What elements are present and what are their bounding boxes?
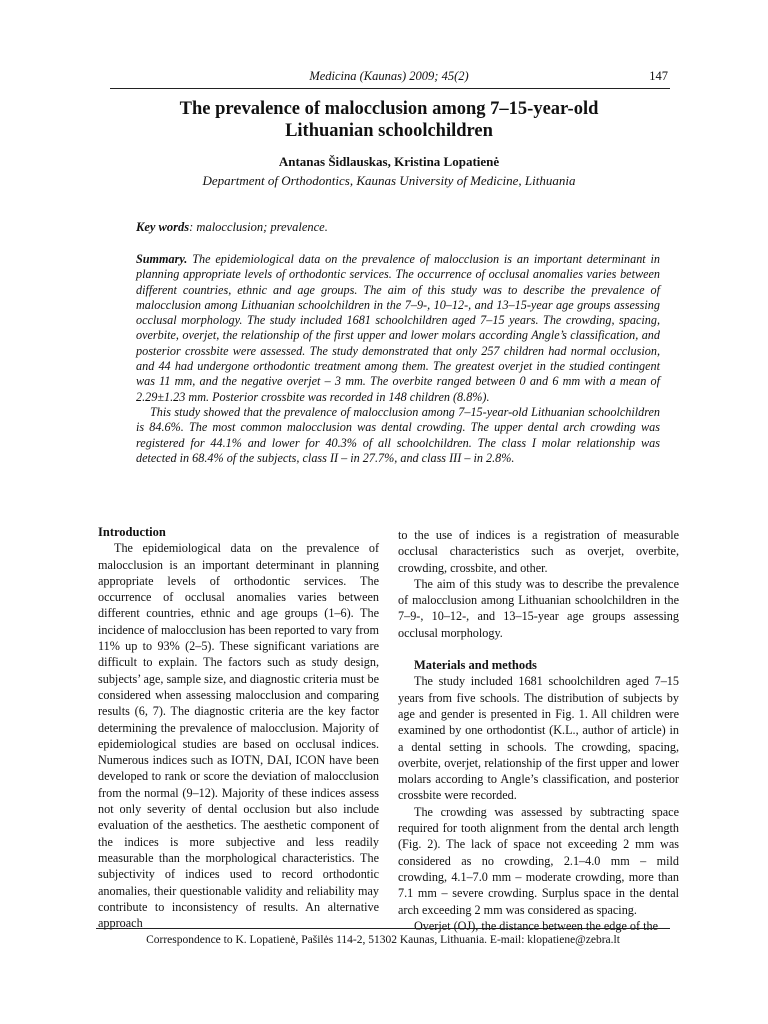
running-header xyxy=(110,69,668,87)
introduction-paragraph: The epidemiological data on the prevalence of malocclusion is an important determinant in planning appropriate levels of orthodontic services. The occurrence of occlusal anomalies varies between different countries, ethnic and age groups (1–6). The incidence of malocclusion has been reported to vary from 11% up to 93% (2–5). These significant variations are difficult to explain. The factors such as study design, subjects’ age, sample size, and diagnostic criteria must be considered when assessing malocclusion and comparing results (6, 7). The diagnostic criteria are the key factor determining the prevalence of malocclusion. Majority of epidemiological studies are based on occlusal indices. Numerous indices such as IOTN, DAI, ICON have been developed to rank or score the deviation of malocclusion from the normal (9–12). Majority of these indices assess not only severity of dental occlusion but also include evaluation of the aesthetics. The aesthetic component of the indices is more subjective and less readily measurable than the morphological characteristics. The subjectivity of indices used to record orthodontic anomalies, their questionable validity and reliability may contribute to inconsistency of results. An alternative approach xyxy=(98,541,379,931)
keywords-label: Key words xyxy=(136,220,190,234)
article-title xyxy=(110,98,668,142)
authors: Antanas Šidlauskas, Kristina Lopatienė xyxy=(278,154,500,169)
methods-paragraph-2: The crowding was assessed by subtracting space required for tooth alignment from the dental arch length (Fig. 2). The lack of space not exceeding 2 mm was considered as no crowding, 2.1–4.0 mm – mild crowding, 4.1–7.0 mm – moderate crowding, more than 7.1 mm – severe crowding. Surplus space in the dental arch exceeding 2 mm was considered as spacing. xyxy=(398,804,679,917)
footer-divider xyxy=(96,928,670,929)
introduction-heading: Introduction xyxy=(98,525,166,539)
aim-paragraph: The aim of this study was to describe the prevalence of malocclusion among Lithuanian schoolchildren in the 7–9-, 10–12-, and 13–15-year age groups assessing occlusal morphology. xyxy=(398,576,679,640)
methods-heading: Materials and methods xyxy=(414,658,537,673)
methods-paragraph-1: The study included 1681 schoolchildren aged 7–15 years from five schools. The distribution of subjects by age and gender is presented in Fig. 1. All children were examined by one orthodontist (K.L., author of article) in a dental setting in schools. The crowding, spacing, overbite, overjet, relationship of the first upper and lower molars according to Angle’s classification, and posterior crossbite were recorded. xyxy=(398,674,679,803)
journal-citation: Medicina (Kaunas) 2009; 45(2) xyxy=(309,69,469,83)
correspondence-footer: Correspondence to K. Lopatienė, Pašilės 114-2, 51302 Kaunas, Lithuania. E-mail: klopatiene@zebra.lt xyxy=(146,934,620,946)
abstract xyxy=(136,252,660,466)
affiliation: Department of Orthodontics, Kaunas University of Medicine, Lithuania xyxy=(202,173,576,188)
title-line-2: Lithuanian schoolchildren xyxy=(285,121,493,141)
right-column xyxy=(398,527,679,934)
abstract-label: Summary. xyxy=(136,252,188,266)
methods-paragraph-3: Overjet (OJ), the distance between the edge of the xyxy=(414,918,658,933)
page-number: 147 xyxy=(649,69,668,83)
keywords-text: : malocclusion; prevalence. xyxy=(189,220,328,234)
introduction-continuation: to the use of indices is a registration of measurable occlusal characteristics such as overjet, overbite, crowding, crossbite, and other. xyxy=(398,528,679,575)
abstract-paragraph-2: This study showed that the prevalence of malocclusion among 7–15-year-old Lithuanian schoolchildren is 84.6%. The most common malocclusion was dental crowding. The upper dental arch crowding was registered for 44.1% and lower for 40.3% of all schoolchildren. The class I molar relationship was detected in 68.4% of the subjects, class II – in 27.7%, and class III – in 2.8%. xyxy=(136,404,660,465)
title-line-1: The prevalence of malocclusion among 7–15-year-old xyxy=(179,99,599,119)
section-gap xyxy=(398,641,679,657)
left-column xyxy=(98,524,379,931)
keywords xyxy=(136,220,660,235)
abstract-paragraph-1 xyxy=(136,252,660,405)
abstract-text-1: The epidemiological data on the prevalence of malocclusion is an important determinant in planning appropriate levels of orthodontic services. The occurrence of occlusal anomalies varies between different countries, ethnic and age groups. The aim of this study was to describe the prevalence of malocclusion among Lithuanian schoolchildren in the 7–9-, 10–12-, and 13–15-year age groups assessing occlusal morphology. The study included 1681 schoolchildren aged 7–15 years. The crowding, spacing, overbite, overjet, the relationship of the first upper and lower molars according Angle’s classification, and posterior crossbite were assessed. The study demonstrated that only 257 children had normal occlusion, and 44 had undergone orthodontic treatment among them. The greatest overjet in the studied contingent was 11 mm, and the negative overjet – 3 mm. The overbite ranged between 0 and 6 mm with a mean of 2.29±1.23 mm. Posterior crossbite was recorded in 148 children (8.8%). xyxy=(136,252,661,404)
header-divider xyxy=(110,88,670,89)
